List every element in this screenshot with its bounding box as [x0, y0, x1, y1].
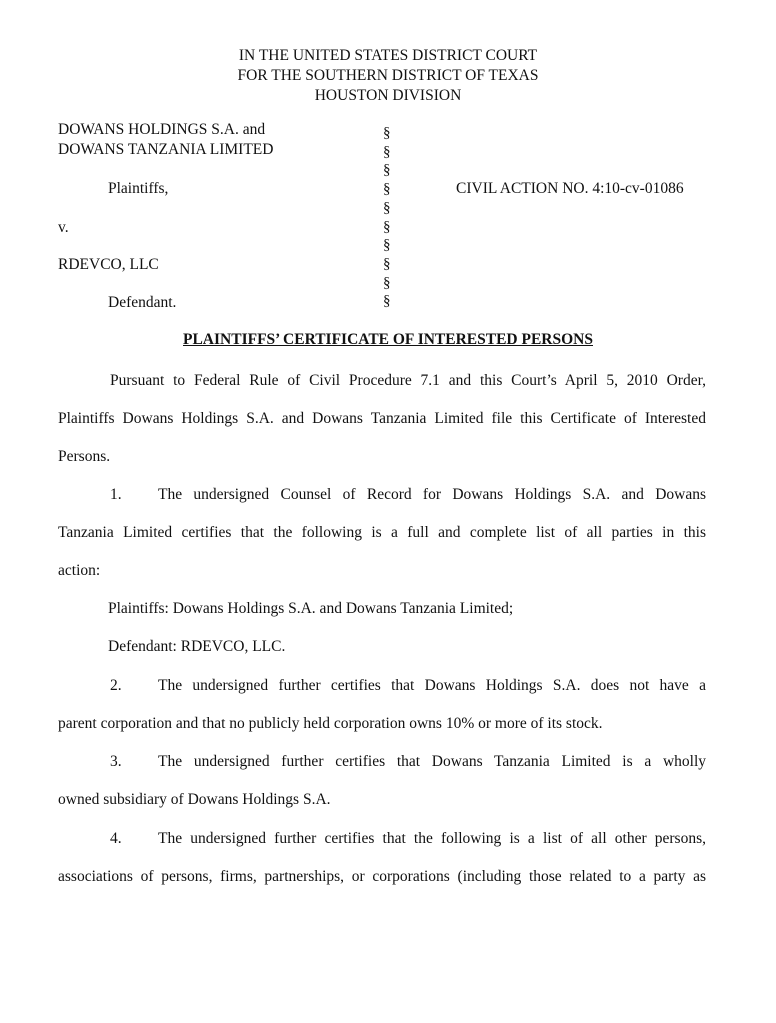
paragraph-1 [58, 476, 706, 591]
paragraph-1-first-line [58, 476, 706, 514]
section-symbol: § [383, 199, 391, 216]
plaintiffs-party-list: Plaintiffs: Dowans Holdings S.A. and Dowans Tanzania Limited; [108, 600, 514, 617]
section-symbol: § [383, 237, 391, 254]
plaintiff-name-2: DOWANS TANZANIA LIMITED [58, 141, 274, 158]
section-symbol: § [383, 162, 391, 179]
court-line-2: FOR THE SOUTHERN DISTRICT OF TEXAS [237, 67, 539, 84]
paragraph-number: 4. [110, 830, 122, 847]
paragraph-2 [58, 667, 706, 743]
case-caption [0, 121, 776, 316]
intro-line-2: Plaintiffs Dowans Holdings S.A. and Dowans Tanzania Limited file this Certificate of Interested [58, 410, 706, 428]
section-symbol: § [383, 274, 391, 291]
paragraph-number: 1. [110, 486, 122, 503]
plaintiffs-label: Plaintiffs, [108, 180, 169, 197]
defendant-label: Defendant. [108, 294, 177, 311]
plaintiff-name-1: DOWANS HOLDINGS S.A. and [58, 121, 266, 138]
section-symbol: § [383, 293, 391, 310]
paragraph-3-line-2: owned subsidiary of Dowans Holdings S.A. [58, 791, 331, 809]
paragraph-1-line-3: action: [58, 562, 101, 580]
intro-paragraph [58, 362, 706, 477]
section-symbol: § [383, 143, 391, 160]
section-symbol: § [383, 218, 391, 235]
paragraph-1-line-2: Tanzania Limited certifies that the following is a full and complete list of all parties in this [58, 524, 706, 542]
paragraph-number: 2. [110, 677, 122, 694]
paragraph-1-line-1: The undersigned Counsel of Record for Dowans Holdings S.A. and Dowans [158, 486, 706, 503]
section-symbol: § [383, 181, 391, 198]
section-symbol-column [383, 124, 395, 311]
paragraph-3 [58, 743, 706, 819]
paragraph-4-first-line [58, 820, 706, 858]
paragraph-2-line-1: The undersigned further certifies that Dowans Holdings S.A. does not have a [158, 677, 706, 694]
paragraph-2-line-2: parent corporation and that no publicly held corporation owns 10% or more of its stock. [58, 715, 603, 733]
defendant-name: RDEVCO, LLC [58, 256, 159, 273]
paragraph-3-first-line [58, 743, 706, 781]
defendant-party-list: Defendant: RDEVCO, LLC. [108, 638, 286, 655]
paragraph-2-first-line [58, 667, 706, 705]
civil-action-number: CIVIL ACTION NO. 4:10-cv-01086 [456, 180, 684, 197]
paragraph-4 [58, 820, 706, 896]
court-line-3: HOUSTON DIVISION [314, 87, 462, 104]
intro-line-1: Pursuant to Federal Rule of Civil Procedure 7.1 and this Court’s April 5, 2010 Order, [110, 372, 706, 389]
paragraph-3-line-1: The undersigned further certifies that Dowans Tanzania Limited is a wholly [158, 753, 706, 770]
paragraph-number: 3. [110, 753, 122, 770]
intro-line-3: Persons. [58, 448, 111, 466]
versus-label: v. [58, 219, 69, 236]
paragraph-4-line-2: associations of persons, firms, partnerships, or corporations (including those related to a party as [58, 868, 706, 886]
section-symbol: § [383, 255, 391, 272]
court-line-1: IN THE UNITED STATES DISTRICT COURT [238, 47, 538, 64]
document-title: PLAINTIFFS’ CERTIFICATE OF INTERESTED PERSONS [183, 331, 593, 348]
court-heading [0, 46, 776, 106]
paragraph-4-line-1: The undersigned further certifies that the following is a list of all other persons, [158, 830, 706, 847]
section-symbol: § [383, 125, 391, 141]
